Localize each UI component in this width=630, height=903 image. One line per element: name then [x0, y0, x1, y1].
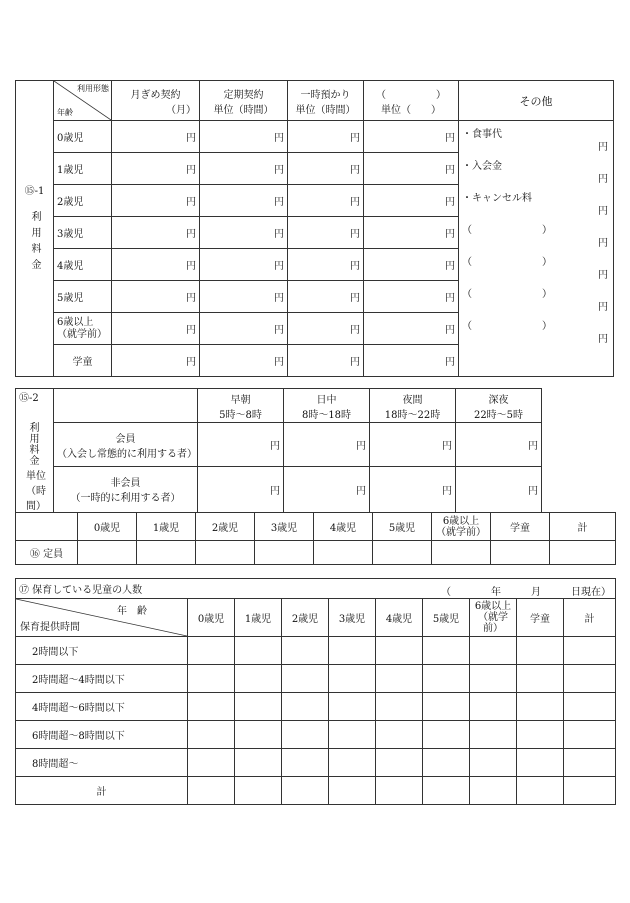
table-cell: 計 [564, 599, 616, 637]
table-cell: 学童 [491, 513, 550, 541]
table-cell [376, 693, 423, 721]
table-cell: 0歳児 [188, 599, 235, 637]
table-cell: 円 [364, 281, 459, 313]
table-cell [188, 749, 235, 777]
table-cell: 計 [550, 513, 616, 541]
other-fees: ・食事代 円 ・入会金 円 ・キャンセル料 円 （ ） 円 （ ） 円 （ ） 円 （ ） 円 [459, 121, 614, 377]
table-cell: 円 [364, 185, 459, 217]
table-cell [423, 637, 470, 665]
table-cell [564, 637, 616, 665]
table-cell: 円 [288, 185, 364, 217]
table-cell: 円 [288, 217, 364, 249]
table-cell [376, 777, 423, 805]
fee-cell: 円 [364, 121, 459, 153]
table-cell [235, 693, 282, 721]
table-cell: 円 [200, 281, 288, 313]
table-cell: 円 [370, 467, 456, 513]
table-cell: 円 [112, 153, 200, 185]
table-cell [432, 541, 491, 565]
fee-cell: 円 [112, 121, 200, 153]
non-member-row: 非会員 （一時的に利用する者） [54, 467, 198, 513]
table-cell [517, 665, 564, 693]
table-cell: 円 [364, 249, 459, 281]
table-cell: 円 [200, 249, 288, 281]
children-title: ⑰ 保育している児童の人数 [19, 585, 143, 596]
table-cell: 円 [112, 281, 200, 313]
table-cell [329, 637, 376, 665]
table-cell [282, 721, 329, 749]
fee-cell: 円 [200, 121, 288, 153]
age-6plus: 6歳以上（就学前） [54, 313, 112, 345]
table-cell: 円 [112, 249, 200, 281]
table-cell: 円 [288, 313, 364, 345]
table-cell: 2歳児 [282, 599, 329, 637]
table-cell [376, 637, 423, 665]
table-cell: 4歳児 [314, 513, 373, 541]
table-cell: 円 [112, 313, 200, 345]
table-cell [255, 541, 314, 565]
table-cell [470, 693, 517, 721]
head-usage: 利用形態 [77, 84, 109, 93]
table-cell: 円 [112, 185, 200, 217]
table-cell: 6歳以上（就学前） [470, 599, 517, 637]
time-section-label: ⑮-2 [16, 389, 54, 423]
table-cell: 円 [370, 423, 456, 467]
table-cell [491, 541, 550, 565]
table-cell [329, 749, 376, 777]
table-cell [282, 749, 329, 777]
table-cell [78, 541, 137, 565]
table-cell [54, 389, 198, 423]
table-cell: 円 [364, 153, 459, 185]
table-cell: 円 [198, 423, 284, 467]
table-cell [282, 665, 329, 693]
table-cell [188, 637, 235, 665]
age-0: 0歳児 [54, 121, 112, 153]
period-day: 日中 8時～18時 [284, 389, 370, 423]
table-cell [188, 721, 235, 749]
table-cell [282, 693, 329, 721]
usage-age-corner [54, 81, 112, 121]
table-cell [470, 777, 517, 805]
table-cell [423, 749, 470, 777]
member-row: 会員 （入会し常態的に利用する者） [54, 423, 198, 467]
table-cell: 3歳児 [255, 513, 314, 541]
head-age: 年齢 [57, 108, 73, 117]
table-cell: 円 [364, 217, 459, 249]
table-cell [376, 721, 423, 749]
table-cell: 6時間超～8時間以下 [16, 721, 188, 749]
table-cell: 円 [200, 345, 288, 377]
table-cell [188, 777, 235, 805]
time-left-top: 利用料金 [16, 423, 54, 467]
table-cell [517, 637, 564, 665]
table-cell [470, 721, 517, 749]
table-cell: 3歳児 [329, 599, 376, 637]
capacity-table [15, 512, 616, 565]
table-cell [550, 541, 616, 565]
period-early: 早朝 5時～8時 [198, 389, 284, 423]
table-cell [282, 777, 329, 805]
table-cell [564, 777, 616, 805]
table-cell: 6歳以上（就学前） [432, 513, 491, 541]
age-2: 2歳児 [54, 185, 112, 217]
table-cell [517, 693, 564, 721]
table-cell: 円 [364, 345, 459, 377]
table-cell: 0歳児 [78, 513, 137, 541]
table-cell [235, 777, 282, 805]
table-cell [470, 637, 517, 665]
table-cell [314, 541, 373, 565]
age-5: 5歳児 [54, 281, 112, 313]
table-cell: 円 [284, 467, 370, 513]
table-cell [470, 665, 517, 693]
table-cell [235, 721, 282, 749]
col-regular: 定期契約 単位（時間） [200, 81, 288, 121]
table-cell: 円 [456, 467, 542, 513]
table-cell [564, 665, 616, 693]
table-cell [423, 665, 470, 693]
table-cell [188, 693, 235, 721]
table-cell [517, 749, 564, 777]
capacity-label: ⑯ 定員 [16, 541, 78, 565]
fee-table [15, 80, 614, 377]
table-cell [564, 693, 616, 721]
table-cell: 円 [288, 153, 364, 185]
table-cell: 計 [16, 777, 188, 805]
table-cell: 円 [456, 423, 542, 467]
table-cell: 円 [364, 313, 459, 345]
table-cell [235, 665, 282, 693]
time-fee-table [15, 388, 542, 513]
age-school: 学童 [54, 345, 112, 377]
col-monthly: 月ぎめ契約 （月） [112, 81, 200, 121]
table-cell: 円 [198, 467, 284, 513]
fee-vertical-label: 利用料金 [29, 211, 40, 275]
table-cell [564, 721, 616, 749]
table-cell [329, 777, 376, 805]
table-cell [16, 513, 78, 541]
table-cell: 2時間超～4時間以下 [16, 665, 188, 693]
col-temporary: 一時預かり 単位（時間） [288, 81, 364, 121]
table-cell: 円 [112, 217, 200, 249]
table-cell: 円 [200, 313, 288, 345]
age-3: 3歳児 [54, 217, 112, 249]
table-cell [137, 541, 196, 565]
table-cell [188, 665, 235, 693]
table-cell [329, 721, 376, 749]
table-cell: 1歳児 [137, 513, 196, 541]
table-cell: 円 [200, 185, 288, 217]
age-4: 4歳児 [54, 249, 112, 281]
table-cell [470, 749, 517, 777]
age-time-corner: 年 齢 保育提供時間 [16, 599, 188, 637]
table-cell: 学童 [517, 599, 564, 637]
table-cell [196, 541, 255, 565]
section-number: ⑮-1 [24, 186, 45, 197]
period-evening: 夜間 18時～22時 [370, 389, 456, 423]
table-cell [329, 693, 376, 721]
table-cell: 円 [200, 217, 288, 249]
table-cell: 円 [288, 345, 364, 377]
table-cell [329, 665, 376, 693]
fee-section-label [16, 81, 54, 377]
table-cell [423, 693, 470, 721]
table-cell: 2時間以下 [16, 637, 188, 665]
table-cell [235, 749, 282, 777]
table-cell: 1歳児 [235, 599, 282, 637]
as-of-date: （ 年 月 日現在） [441, 587, 612, 598]
fee-cell: 円 [288, 121, 364, 153]
table-cell: 4時間超～6時間以下 [16, 693, 188, 721]
table-cell: 2歳児 [196, 513, 255, 541]
col-other: その他 [459, 81, 614, 121]
table-cell [376, 665, 423, 693]
table-cell: 5歳児 [373, 513, 432, 541]
table-cell [423, 721, 470, 749]
table-cell [235, 637, 282, 665]
table-cell: 4歳児 [376, 599, 423, 637]
table-cell [282, 637, 329, 665]
table-cell [564, 749, 616, 777]
table-cell: 円 [200, 153, 288, 185]
period-night: 深夜 22時～5時 [456, 389, 542, 423]
table-cell [423, 777, 470, 805]
col-custom: （ ） 単位（ ） [364, 81, 459, 121]
children-title-row [16, 579, 616, 599]
table-cell: 円 [284, 423, 370, 467]
table-cell: 8時間超～ [16, 749, 188, 777]
age-1: 1歳児 [54, 153, 112, 185]
table-cell: 円 [288, 281, 364, 313]
table-cell [517, 721, 564, 749]
time-left-bottom: 単位（時間） [16, 467, 54, 513]
table-cell: 円 [112, 345, 200, 377]
children-count-table [15, 578, 616, 805]
table-cell [373, 541, 432, 565]
table-cell [376, 749, 423, 777]
table-cell: 5歳児 [423, 599, 470, 637]
table-cell [517, 777, 564, 805]
table-cell: 円 [288, 249, 364, 281]
